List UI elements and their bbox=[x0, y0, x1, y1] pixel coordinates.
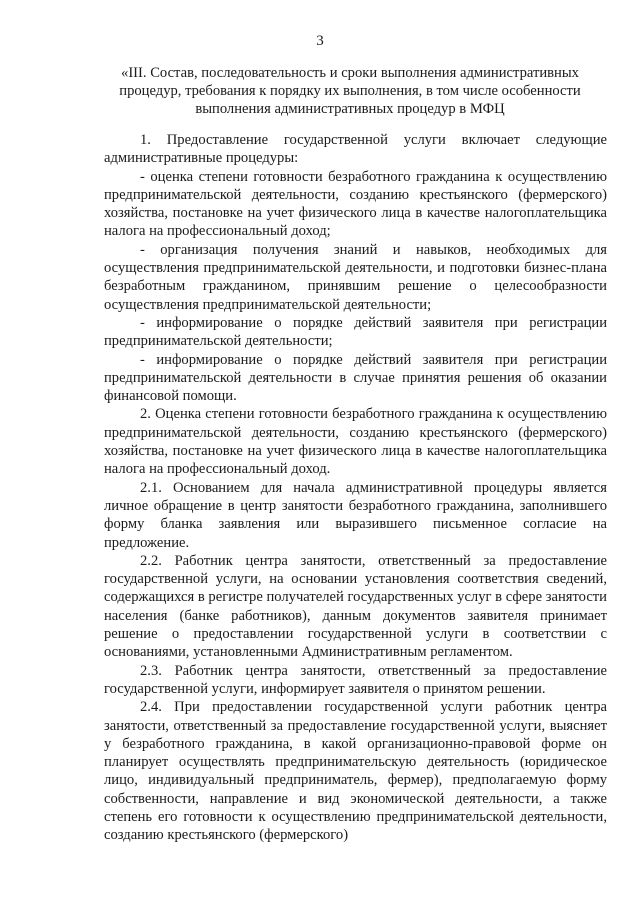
paragraph: 2.4. При предоставлении государственной услуги работник центра занятости, ответственный за предоставление государственной услуги, выясняет у безработного гражданина, в какой организационно-правовой форме он планирует осуществлять предпринимательскую деятельность (юридическое лицо, индивидуальный предприниматель, фермер), предполагаемую форму собственности, направление и вид экономической деятельности, а также степень его готовности к осуществлению предпринимательской деятельности, созданию крестьянского (фермерского) bbox=[104, 699, 607, 844]
paragraph: - оценка степени готовности безработного гражданина к осуществлению предпринимательской деятельности, созданию крестьянского (фермерского) хозяйства, постановке на учет физического лица в качестве налогоплательщика налога на профессиональный доход; bbox=[104, 168, 607, 240]
paragraph: - информирование о порядке действий заявителя при регистрации предпринимательской деятельности; bbox=[104, 314, 607, 350]
section-title: «III. Состав, последовательность и сроки выполнения административных процедур, требования к порядку их выполнения, в том числе особенности выполнения административных процедур в МФЦ bbox=[119, 65, 581, 117]
paragraph: 1. Предоставление государственной услуги включает следующие административные процедуры: bbox=[104, 132, 607, 167]
paragraph: 2. Оценка степени готовности безработного гражданина к осуществлению предпринимательской деятельности, созданию крестьянского (фермерского) хозяйства, постановке на учет физического лица в качестве налогоплательщика налога на профессиональный доход. bbox=[104, 406, 607, 478]
paragraph: - организация получения знаний и навыков, необходимых для осуществления предпринимательской деятельности, и подготовки бизнес-плана безработным гражданином, принявшим решение о целесообразности осуществления предпринимательской деятельности; bbox=[104, 241, 607, 313]
document-body bbox=[104, 131, 607, 845]
paragraph: - информирование о порядке действий заявителя при регистрации предпринимательской деятельности в случае принятия решения об оказании финансовой помощи. bbox=[104, 351, 607, 405]
page-number: 3 bbox=[316, 33, 324, 49]
paragraph: 2.1. Основанием для начала административной процедуры является личное обращение в центр занятости безработного гражданина, заполнившего форму бланка заявления или выразившего письменное согласие на предложение. bbox=[104, 479, 607, 551]
paragraph: 2.2. Работник центра занятости, ответственный за предоставление государственной услуги, на основании установления соответствия сведений, содержащихся в регистре получателей государственных услуг в сфере занятости населения (банке работников), данным документов заявителя принимает решение о предоставлении государственной услуги в соответствии с основаниями, установленными Административным регламентом. bbox=[104, 552, 607, 661]
paragraph: 2.3. Работник центра занятости, ответственный за предоставление государственной услуги, информирует заявителя о принятом решении. bbox=[104, 662, 607, 697]
